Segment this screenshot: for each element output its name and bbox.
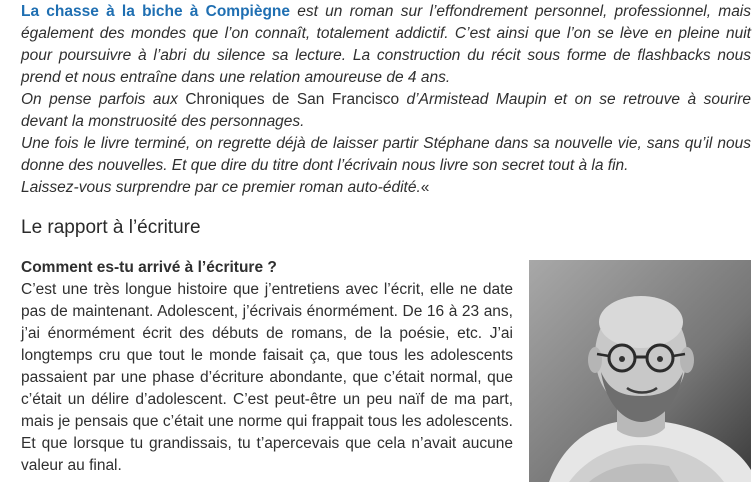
intro-paragraph-4-text: Laissez-vous surprendre par ce premier roman auto-édité.	[21, 179, 421, 196]
intro-paragraph-2-rest: d’Armistead Maupin et on se retrouve à sourire devant la monstruosité des personnages.	[21, 91, 751, 130]
intro-paragraph-3: Une fois le livre terminé, on regrette déjà de laisser partir Stéphane dans sa nouvelle vie, sans qu’il nous donne des nouvelles. Et que dire du titre dont l’écrivain nous livre son secret tout à la fin.	[21, 135, 751, 174]
intro-paragraph-4	[21, 177, 751, 199]
section-heading: Le rapport à l’écriture	[21, 217, 201, 238]
intro-paragraph-2-start: On pense parfois aux	[21, 91, 186, 108]
interview-answer: C’est une très longue histoire que j’entretiens avec l’écrit, elle ne date pas de maintenant. Adolescent, j’écrivais énormément. De 16 à 23 ans, j’ai énormément écrit des débuts de romans, de la poésie, etc. J’ai longtemps cru que tout le monde faisait ça, que tous les adolescents passaient par une phase d’écriture abondante, que c’était normal, que c’était un délire d’adolescent. C’est peut-être un peu naïf de ma part, mais je pensais que c’était une norme qui frappait tous les adolescents. Et que lorsque tu grandissais, tu t’apercevais que cela n’avait aucune valeur au final.	[21, 281, 513, 474]
intro-paragraph-2	[21, 89, 751, 133]
intro-paragraph-1	[21, 1, 751, 89]
closing-quote-mark: «	[420, 179, 430, 196]
interview-question: Comment es-tu arrivé à l’écriture ?	[21, 259, 277, 276]
author-portrait-icon	[529, 260, 751, 482]
author-photo	[529, 260, 751, 482]
interview-block	[21, 257, 513, 477]
review-intro	[21, 1, 751, 199]
intro-paragraph-1-text: est un roman sur l’effondrement personnel, professionnel, mais également des mondes que l’on connaît, totalement addictif. C’est ainsi que l’on se lève en pleine nuit pour poursuivre à l’abri du silence sa lecture. La construction du récit sous forme de flashbacks nous prend et nous entraîne dans une relation amoureuse de 4 ans.	[21, 3, 752, 86]
book-title-link[interactable]: La chasse à la biche à Compiègne	[21, 3, 291, 20]
referenced-work-title: Chroniques de San Francisco	[185, 91, 400, 108]
